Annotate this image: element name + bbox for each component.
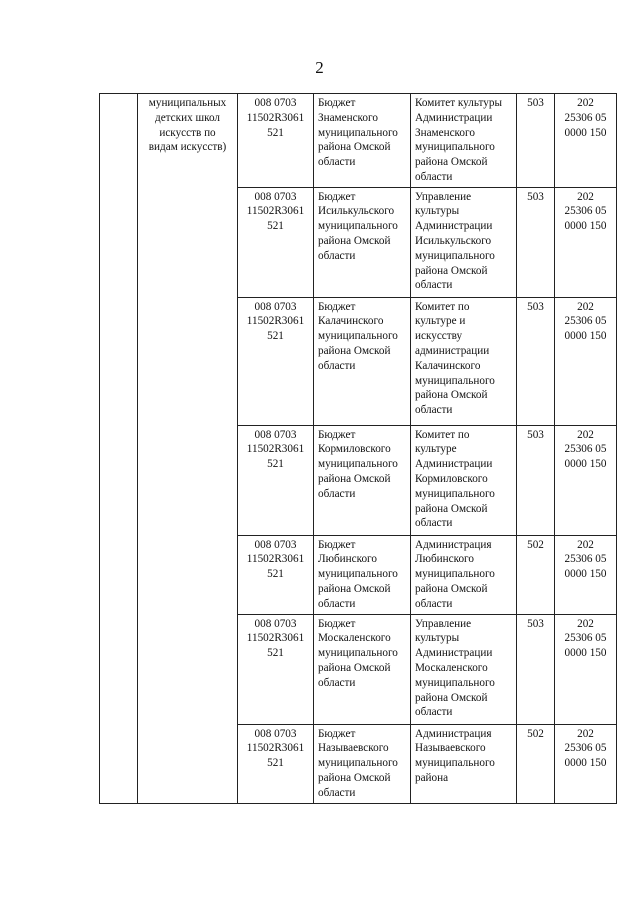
kind-code-cell: 503 <box>517 614 555 724</box>
income-code-cell: 202 25306 05 0000 150 <box>555 94 617 188</box>
administrator-cell: Управление культуры Администрации Исилькульского муниципального района Омской области <box>411 187 517 297</box>
administrator-cell: Администрация Называевского муниципального района <box>411 724 517 803</box>
budget-name-cell: Бюджет Исилькульского муниципального района Омской области <box>314 187 411 297</box>
income-code-cell: 202 25306 05 0000 150 <box>555 425 617 535</box>
kind-code-cell: 503 <box>517 187 555 297</box>
administrator-cell: Комитет по культуре Администрации Кормиловского муниципального района Омской области <box>411 425 517 535</box>
budget-code-cell: 008 0703 11502R3061 521 <box>238 94 314 188</box>
page-number: 2 <box>315 58 324 77</box>
budget-name-cell: Бюджет Называевского муниципального района Омской области <box>314 724 411 803</box>
budget-code-cell: 008 0703 11502R3061 521 <box>238 297 314 425</box>
program-name-cell: муниципальных детских школ искусств по видам искусств) <box>138 94 238 804</box>
administrator-cell: Управление культуры Администрации Москаленского муниципального района Омской области <box>411 614 517 724</box>
budget-code-cell: 008 0703 11502R3061 521 <box>238 187 314 297</box>
budget-name-cell: Бюджет Знаменского муниципального района Омской области <box>314 94 411 188</box>
income-code-cell: 202 25306 05 0000 150 <box>555 535 617 614</box>
budget-code-cell: 008 0703 11502R3061 521 <box>238 614 314 724</box>
kind-code-cell: 502 <box>517 724 555 803</box>
income-code-cell: 202 25306 05 0000 150 <box>555 724 617 803</box>
kind-code-cell: 502 <box>517 535 555 614</box>
budget-table <box>99 93 617 804</box>
administrator-cell: Комитет по культуре и искусству администрации Калачинского муниципального района Омской области <box>411 297 517 425</box>
kind-code-cell: 503 <box>517 425 555 535</box>
budget-name-cell: Бюджет Калачинского муниципального района Омской области <box>314 297 411 425</box>
kind-code-cell: 503 <box>517 297 555 425</box>
budget-code-cell: 008 0703 11502R3061 521 <box>238 535 314 614</box>
income-code-cell: 202 25306 05 0000 150 <box>555 614 617 724</box>
income-code-cell: 202 25306 05 0000 150 <box>555 297 617 425</box>
kind-code-cell: 503 <box>517 94 555 188</box>
row-number-cell <box>100 94 138 804</box>
budget-name-cell: Бюджет Москаленского муниципального района Омской области <box>314 614 411 724</box>
budget-name-cell: Бюджет Кормиловского муниципального района Омской области <box>314 425 411 535</box>
income-code-cell: 202 25306 05 0000 150 <box>555 187 617 297</box>
budget-name-cell: Бюджет Любинского муниципального района Омской области <box>314 535 411 614</box>
table-row <box>100 94 617 188</box>
administrator-cell: Комитет культуры Администрации Знаменского муниципального района Омской области <box>411 94 517 188</box>
administrator-cell: Администрация Любинского муниципального района Омской области <box>411 535 517 614</box>
budget-code-cell: 008 0703 11502R3061 521 <box>238 724 314 803</box>
budget-code-cell: 008 0703 11502R3061 521 <box>238 425 314 535</box>
